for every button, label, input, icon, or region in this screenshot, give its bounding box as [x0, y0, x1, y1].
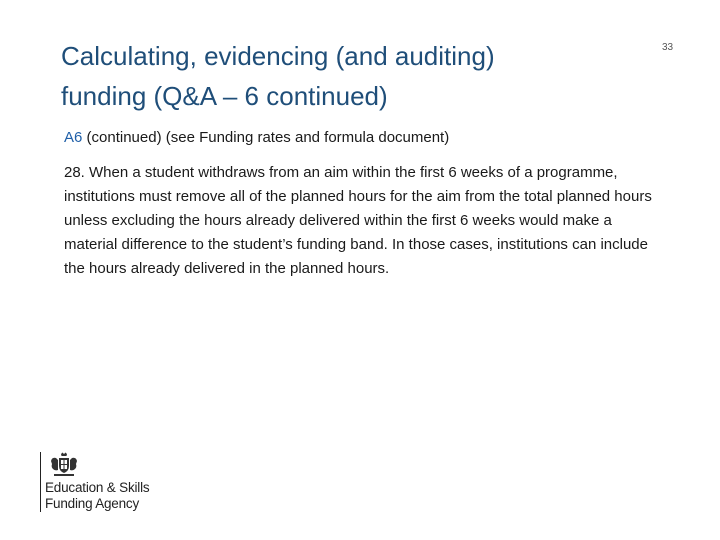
logo-divider	[40, 452, 41, 512]
answer-subheading	[64, 128, 664, 148]
page-number: 33	[662, 42, 674, 53]
agency-logo-line-1: Education & Skills	[45, 480, 150, 495]
slide-title-line-2: funding (Q&A – 6 continued)	[61, 81, 388, 111]
slide-content	[64, 128, 664, 281]
answer-subheading-text: (continued) (see Funding rates and formula document)	[82, 129, 450, 146]
agency-logo-line-2: Funding Agency	[45, 496, 140, 511]
royal-coat-of-arms-icon	[48, 452, 80, 478]
agency-logo	[40, 452, 149, 512]
answer-paragraph: 28. When a student withdraws from an aim within the first 6 weeks of a programme, institutions must remove all of the planned hours for the aim from the total planned hours unless excluding the hours already delivered within the first 6 weeks would make a material difference to the student’s funding band. In those cases, institutions can include the hours already delivered in the planned hours.	[64, 164, 652, 277]
agency-logo-text	[45, 480, 149, 512]
answer-reference: A6	[64, 129, 83, 146]
slide-title	[61, 36, 661, 116]
slide-title-line-1: Calculating, evidencing (and auditing)	[61, 41, 495, 71]
